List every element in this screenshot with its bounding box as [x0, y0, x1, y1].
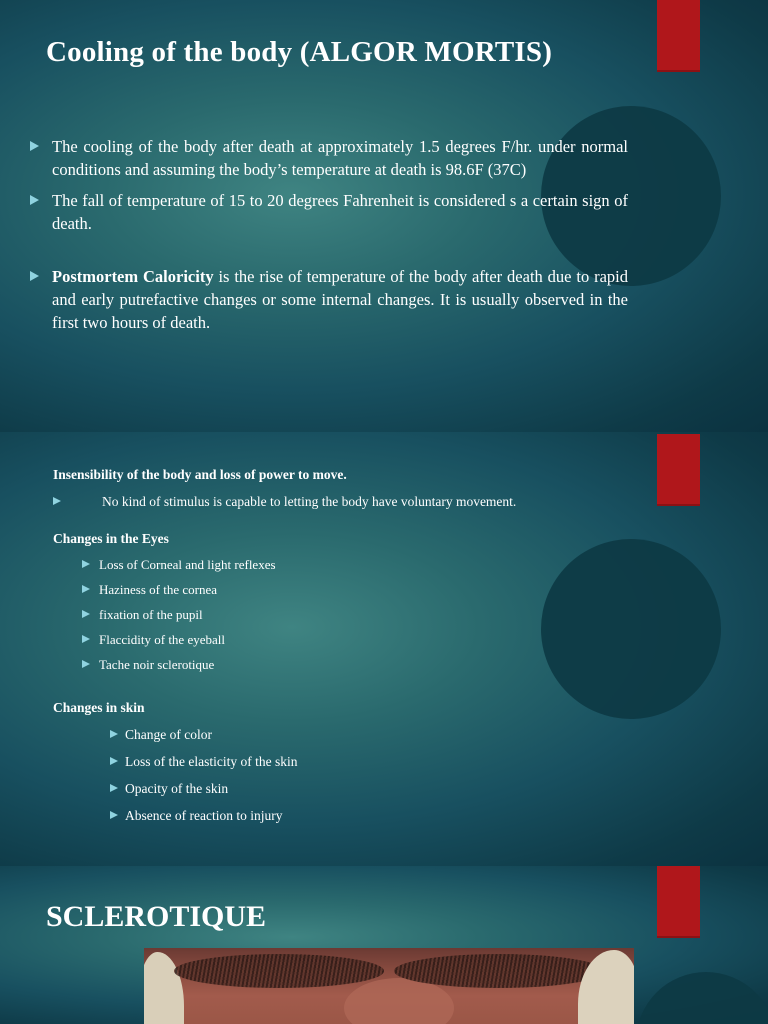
drape-left — [144, 952, 184, 1024]
bullet-triangle-icon — [82, 635, 90, 643]
list-item-text: Change of color — [125, 727, 212, 742]
slide-title: SCLEROTIQUE — [46, 900, 267, 933]
bullet-triangle-icon — [82, 585, 90, 593]
list-item — [110, 754, 297, 770]
bullet-list — [30, 135, 628, 342]
bullet-triangle-icon — [110, 730, 118, 738]
bullet-triangle-icon — [110, 784, 118, 792]
bullet-triangle-icon — [82, 560, 90, 568]
red-accent-bar — [657, 866, 700, 938]
heading-insensibility: Insensibility of the body and loss of power to move. — [53, 467, 347, 482]
list-item — [82, 582, 217, 598]
bullet-triangle-icon — [30, 195, 39, 205]
bullet-text: The fall of temperature of 15 to 20 degrees Fahrenheit is considered s a certain sign of death. — [52, 191, 628, 233]
eyebrow-right — [394, 954, 604, 988]
list-item — [110, 808, 282, 824]
heading-eyes: Changes in the Eyes — [53, 531, 169, 546]
list-item — [82, 557, 276, 573]
eye-photo — [144, 948, 634, 1024]
list-item-text: fixation of the pupil — [99, 607, 203, 622]
bullet-text: The cooling of the body after death at approximately 1.5 degrees F/hr. under normal conditions and assuming the body’s temperature at death is 98.6F (37C) — [52, 137, 628, 179]
list-item-text: Haziness of the cornea — [99, 582, 218, 597]
slide-title: Cooling of the body (ALGOR MORTIS) — [46, 36, 553, 68]
bullet-item — [30, 135, 628, 181]
list-item-text: Opacity of the skin — [125, 781, 229, 796]
bullet-triangle-icon — [53, 497, 61, 505]
list-item-text: Tache noir sclerotique — [99, 657, 215, 672]
bullet-triangle-icon — [30, 141, 39, 151]
bullet-triangle-icon — [82, 660, 90, 668]
list-item-text: Flaccidity of the eyeball — [99, 632, 225, 647]
red-accent-bar — [657, 434, 700, 506]
list-item — [110, 781, 228, 797]
list-item — [82, 657, 214, 673]
list-item-text: No kind of stimulus is capable to letting the body have voluntary movement. — [102, 494, 517, 509]
decorative-circle — [541, 539, 721, 719]
slide-algor-mortis — [0, 0, 768, 432]
bullet-triangle-icon — [110, 811, 118, 819]
heading-skin: Changes in skin — [53, 700, 145, 715]
slide-signs-of-death — [0, 432, 768, 866]
eyebrow-left — [174, 954, 384, 988]
list-item — [82, 607, 203, 623]
list-item-text: Loss of the elasticity of the skin — [125, 754, 298, 769]
red-accent-bar — [657, 0, 700, 72]
slide-sclerotique — [0, 866, 768, 1024]
list-item — [110, 727, 212, 743]
list-item-text: Loss of Corneal and light reflexes — [99, 557, 276, 572]
decorative-circle — [636, 972, 768, 1024]
bullet-triangle-icon — [82, 610, 90, 618]
list-item-text: Absence of reaction to injury — [125, 808, 283, 823]
bullet-text: is the rise of temperature of the body after death due to rapid and early putrefactive changes or some internal changes. It is usually observed in the first two hours of death. — [52, 267, 629, 332]
bullet-item — [30, 265, 628, 334]
bullet-triangle-icon — [30, 271, 39, 281]
bullet-bold-term: Postmortem Caloricity — [52, 267, 214, 286]
bullet-triangle-icon — [110, 757, 118, 765]
list-item — [53, 494, 516, 510]
bullet-item — [30, 189, 628, 235]
list-item — [82, 632, 225, 648]
